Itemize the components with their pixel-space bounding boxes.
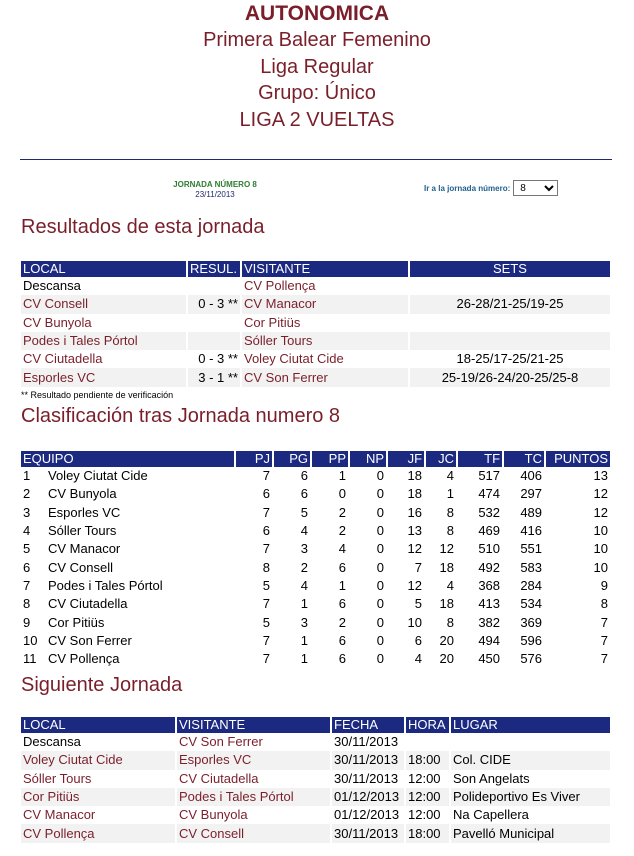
next-date: 30/11/2013 — [331, 733, 405, 751]
standings-row — [21, 522, 611, 540]
next-time: 12:00 — [405, 788, 450, 806]
standings-team: Cor Pitiüs — [45, 613, 235, 631]
next-time: 12:00 — [405, 770, 450, 788]
standings-jf: 12 — [387, 577, 425, 595]
next-local-team[interactable]: CV Pollença — [21, 824, 176, 842]
next-table — [21, 717, 612, 843]
standings-jf: 10 — [387, 613, 425, 631]
standings-col-tf: TF — [457, 451, 503, 467]
standings-pp: 6 — [311, 558, 349, 576]
standings-pj: 7 — [235, 595, 273, 613]
standings-pp: 6 — [311, 595, 349, 613]
standings-team: CV Son Ferrer — [45, 632, 235, 650]
standings-jc: 1 — [425, 485, 457, 503]
standings-pp: 0 — [311, 485, 349, 503]
next-place: Na Capellera — [450, 806, 611, 824]
results-row — [21, 332, 611, 350]
standings-np: 0 — [349, 577, 387, 595]
jornada-date: 23/11/2013 — [195, 190, 235, 199]
next-visitor-team[interactable]: CV Consell — [176, 824, 331, 842]
next-row — [21, 733, 611, 751]
goto-label: Ir a la jornada número: — [424, 183, 511, 193]
standings-tf: 532 — [457, 504, 503, 522]
next-time: 18:00 — [405, 824, 450, 842]
standings-pg: 4 — [273, 522, 311, 540]
standings-np: 0 — [349, 504, 387, 522]
standings-row — [21, 650, 611, 668]
standings-tf: 413 — [457, 595, 503, 613]
jornada-select[interactable] — [513, 180, 558, 196]
results-visitor-team[interactable]: CV Manacor — [241, 295, 409, 313]
results-row — [21, 295, 611, 313]
standings-col-team: EQUIPO — [21, 451, 235, 467]
standings-pp: 1 — [311, 467, 349, 485]
standings-row — [21, 467, 611, 485]
standings-col-pp: PP — [311, 451, 349, 467]
standings-team: CV Ciutadella — [45, 595, 235, 613]
results-visitor-team[interactable]: CV Pollença — [241, 277, 409, 295]
standings-position: 9 — [21, 613, 45, 631]
next-date: 30/11/2013 — [331, 824, 405, 842]
next-visitor-team[interactable]: Esporles VC — [176, 751, 331, 769]
standings-np: 0 — [349, 485, 387, 503]
standings-row — [21, 504, 611, 522]
standings-pts: 10 — [545, 522, 611, 540]
next-local-team[interactable]: Cor Pitiüs — [21, 788, 176, 806]
results-local-team[interactable]: Podes i Tales Pórtol — [21, 332, 187, 350]
results-row — [21, 314, 611, 332]
results-local-team[interactable]: CV Consell — [21, 295, 187, 313]
next-date: 30/11/2013 — [331, 751, 405, 769]
standings-pts: 7 — [545, 632, 611, 650]
standings-jf: 18 — [387, 485, 425, 503]
standings-tc: 297 — [503, 485, 545, 503]
standings-team: CV Pollença — [45, 650, 235, 668]
standings-col-jc: JC — [425, 451, 457, 467]
standings-pts: 10 — [545, 558, 611, 576]
standings-tf: 368 — [457, 577, 503, 595]
standings-jc: 12 — [425, 540, 457, 558]
standings-tc: 576 — [503, 650, 545, 668]
next-visitor-team[interactable]: CV Ciutadella — [176, 770, 331, 788]
standings-np: 0 — [349, 522, 387, 540]
results-col-visitor: VISITANTE — [241, 261, 409, 277]
standings-tc: 406 — [503, 467, 545, 485]
group-name: Grupo: Único — [258, 82, 376, 104]
standings-pj: 7 — [235, 504, 273, 522]
standings-row — [21, 632, 611, 650]
standings-pg: 1 — [273, 632, 311, 650]
results-header-row — [21, 261, 611, 277]
standings-header-row — [21, 451, 611, 467]
results-visitor-team[interactable]: Cor Pitiüs — [241, 314, 409, 332]
standings-pp: 2 — [311, 504, 349, 522]
standings-tf: 494 — [457, 632, 503, 650]
next-row — [21, 770, 611, 788]
standings-jc: 18 — [425, 558, 457, 576]
next-row — [21, 751, 611, 769]
standings-row — [21, 540, 611, 558]
standings-pj: 8 — [235, 558, 273, 576]
next-date: 01/12/2013 — [331, 788, 405, 806]
standings-col-points: PUNTOS — [545, 451, 611, 467]
next-time: 18:00 — [405, 751, 450, 769]
standings-position: 7 — [21, 577, 45, 595]
standings-pts: 9 — [545, 577, 611, 595]
results-local-team[interactable]: Esporles VC — [21, 368, 187, 386]
page-title: AUTONOMICA — [244, 2, 390, 25]
next-time — [405, 733, 450, 751]
results-score — [187, 277, 241, 295]
standings-tc: 284 — [503, 577, 545, 595]
standings-col-jf: JF — [387, 451, 425, 467]
standings-position: 1 — [21, 467, 45, 485]
standings-tc: 596 — [503, 632, 545, 650]
results-table — [21, 261, 612, 387]
standings-team: CV Bunyola — [45, 485, 235, 503]
next-place: Polideportivo Es Viver — [450, 788, 611, 806]
results-sets: 18-25/17-25/21-25 — [409, 350, 611, 368]
standings-team: Esporles VC — [45, 504, 235, 522]
standings-np: 0 — [349, 613, 387, 631]
standings-pg: 2 — [273, 558, 311, 576]
format-name: LIGA 2 VUELTAS — [239, 109, 395, 131]
standings-jc: 4 — [425, 467, 457, 485]
standings-col-pg: PG — [273, 451, 311, 467]
results-row — [21, 277, 611, 295]
standings-jf: 7 — [387, 558, 425, 576]
standings-col-tc: TC — [503, 451, 545, 467]
next-col-visitor: VISITANTE — [176, 717, 331, 733]
results-sets — [409, 332, 611, 350]
standings-pg: 5 — [273, 504, 311, 522]
standings-pp: 6 — [311, 650, 349, 668]
next-local-team[interactable]: CV Manacor — [21, 806, 176, 824]
results-sets: 25-19/26-24/20-25/25-8 — [409, 368, 611, 386]
standings-tc: 369 — [503, 613, 545, 631]
next-title: Siguiente Jornada — [21, 674, 183, 696]
results-sets — [409, 314, 611, 332]
standings-pj: 7 — [235, 467, 273, 485]
standings-position: 5 — [21, 540, 45, 558]
standings-team: CV Manacor — [45, 540, 235, 558]
next-header-row — [21, 717, 611, 733]
standings-team: Podes i Tales Pórtol — [45, 577, 235, 595]
standings-pts: 7 — [545, 650, 611, 668]
standings-pts: 12 — [545, 485, 611, 503]
results-note: ** Resultado pendiente de verificación — [21, 390, 174, 400]
results-score — [187, 314, 241, 332]
standings-pp: 2 — [311, 613, 349, 631]
results-score: 0 - 3 ** — [187, 350, 241, 368]
next-local-team[interactable]: Voley Ciutat Cide — [21, 751, 176, 769]
results-col-result: RESUL. — [187, 261, 241, 277]
standings-pp: 2 — [311, 522, 349, 540]
next-local-team[interactable]: Sóller Tours — [21, 770, 176, 788]
standings-tf: 469 — [457, 522, 503, 540]
results-row — [21, 368, 611, 386]
standings-jf: 5 — [387, 595, 425, 613]
next-col-local: LOCAL — [21, 717, 176, 733]
standings-col-pj: PJ — [235, 451, 273, 467]
next-row — [21, 806, 611, 824]
standings-pts: 7 — [545, 613, 611, 631]
next-row — [21, 824, 611, 842]
next-place: Son Angelats — [450, 770, 611, 788]
standings-pj: 7 — [235, 540, 273, 558]
results-col-sets: SETS — [409, 261, 611, 277]
standings-jf: 18 — [387, 467, 425, 485]
standings-pts: 8 — [545, 595, 611, 613]
standings-tc: 534 — [503, 595, 545, 613]
results-row — [21, 350, 611, 368]
standings-pts: 13 — [545, 467, 611, 485]
standings-pj: 6 — [235, 522, 273, 540]
standings-position: 8 — [21, 595, 45, 613]
standings-np: 0 — [349, 595, 387, 613]
standings-tf: 492 — [457, 558, 503, 576]
standings-np: 0 — [349, 650, 387, 668]
next-date: 01/12/2013 — [331, 806, 405, 824]
standings-tc: 416 — [503, 522, 545, 540]
standings-pts: 10 — [545, 540, 611, 558]
standings-col-np: NP — [349, 451, 387, 467]
standings-jf: 12 — [387, 540, 425, 558]
results-visitor-team[interactable]: Voley Ciutat Cide — [241, 350, 409, 368]
standings-pts: 12 — [545, 504, 611, 522]
goto-jornada — [424, 180, 558, 196]
next-date: 30/11/2013 — [331, 770, 405, 788]
results-local-team[interactable]: CV Bunyola — [21, 314, 187, 332]
standings-pj: 6 — [235, 485, 273, 503]
standings-jc: 8 — [425, 522, 457, 540]
next-col-date: FECHA — [331, 717, 405, 733]
standings-tf: 450 — [457, 650, 503, 668]
results-score: 0 - 3 ** — [187, 295, 241, 313]
next-time: 12:00 — [405, 806, 450, 824]
standings-row — [21, 577, 611, 595]
next-visitor-team[interactable]: Podes i Tales Pórtol — [176, 788, 331, 806]
standings-pg: 3 — [273, 613, 311, 631]
standings-row — [21, 485, 611, 503]
standings-jf: 6 — [387, 632, 425, 650]
standings-team: CV Consell — [45, 558, 235, 576]
next-row — [21, 788, 611, 806]
results-sets — [409, 277, 611, 295]
standings-pg: 1 — [273, 595, 311, 613]
standings-position: 2 — [21, 485, 45, 503]
next-col-time: HORA — [405, 717, 450, 733]
phase-name: Liga Regular — [260, 56, 374, 78]
standings-pg: 3 — [273, 540, 311, 558]
standings-pj: 7 — [235, 632, 273, 650]
results-visitor-team[interactable]: CV Son Ferrer — [241, 368, 409, 386]
standings-pg: 6 — [273, 467, 311, 485]
standings-np: 0 — [349, 632, 387, 650]
standings-jc: 20 — [425, 650, 457, 668]
next-place: Pavelló Municipal — [450, 824, 611, 842]
standings-np: 0 — [349, 540, 387, 558]
standings-tc: 583 — [503, 558, 545, 576]
standings-position: 4 — [21, 522, 45, 540]
standings-tc: 489 — [503, 504, 545, 522]
standings-jc: 18 — [425, 595, 457, 613]
results-title: Resultados de esta jornada — [21, 216, 265, 238]
standings-row — [21, 613, 611, 631]
standings-pp: 1 — [311, 577, 349, 595]
results-local-team[interactable]: CV Ciutadella — [21, 350, 187, 368]
standings-row — [21, 558, 611, 576]
results-sets: 26-28/21-25/19-25 — [409, 295, 611, 313]
results-score: 3 - 1 ** — [187, 368, 241, 386]
standings-jf: 4 — [387, 650, 425, 668]
results-score — [187, 332, 241, 350]
standings-jc: 8 — [425, 504, 457, 522]
competition-name: Primera Balear Femenino — [203, 29, 431, 51]
standings-tf: 382 — [457, 613, 503, 631]
results-visitor-team[interactable]: Sóller Tours — [241, 332, 409, 350]
jornada-label: JORNADA NÚMERO 8 — [173, 180, 257, 189]
standings-table — [21, 451, 612, 668]
standings-title: Clasificación tras Jornada numero 8 — [21, 405, 341, 427]
standings-pp: 4 — [311, 540, 349, 558]
standings-row — [21, 595, 611, 613]
standings-pg: 4 — [273, 577, 311, 595]
results-local-team: Descansa — [21, 277, 187, 295]
standings-jf: 13 — [387, 522, 425, 540]
standings-position: 3 — [21, 504, 45, 522]
standings-jc: 20 — [425, 632, 457, 650]
standings-pg: 6 — [273, 485, 311, 503]
standings-pp: 6 — [311, 632, 349, 650]
results-col-local: LOCAL — [21, 261, 187, 277]
standings-tf: 510 — [457, 540, 503, 558]
standings-team: Sóller Tours — [45, 522, 235, 540]
standings-position: 6 — [21, 558, 45, 576]
standings-np: 0 — [349, 467, 387, 485]
standings-tf: 474 — [457, 485, 503, 503]
standings-tc: 551 — [503, 540, 545, 558]
standings-jc: 4 — [425, 577, 457, 595]
standings-pj: 5 — [235, 613, 273, 631]
standings-team: Voley Ciutat Cide — [45, 467, 235, 485]
standings-jc: 8 — [425, 613, 457, 631]
standings-tf: 517 — [457, 467, 503, 485]
header-divider — [20, 159, 612, 160]
standings-jf: 16 — [387, 504, 425, 522]
next-visitor-team[interactable]: CV Bunyola — [176, 806, 331, 824]
next-local-team: Descansa — [21, 733, 176, 751]
standings-pj: 7 — [235, 650, 273, 668]
next-place: Col. CIDE — [450, 751, 611, 769]
next-col-place: LUGAR — [450, 717, 611, 733]
jornada-info — [140, 180, 290, 200]
next-visitor-team[interactable]: CV Son Ferrer — [176, 733, 331, 751]
standings-pg: 1 — [273, 650, 311, 668]
standings-pj: 5 — [235, 577, 273, 595]
standings-position: 11 — [21, 650, 45, 668]
standings-np: 0 — [349, 558, 387, 576]
standings-position: 10 — [21, 632, 45, 650]
next-place — [450, 733, 611, 751]
